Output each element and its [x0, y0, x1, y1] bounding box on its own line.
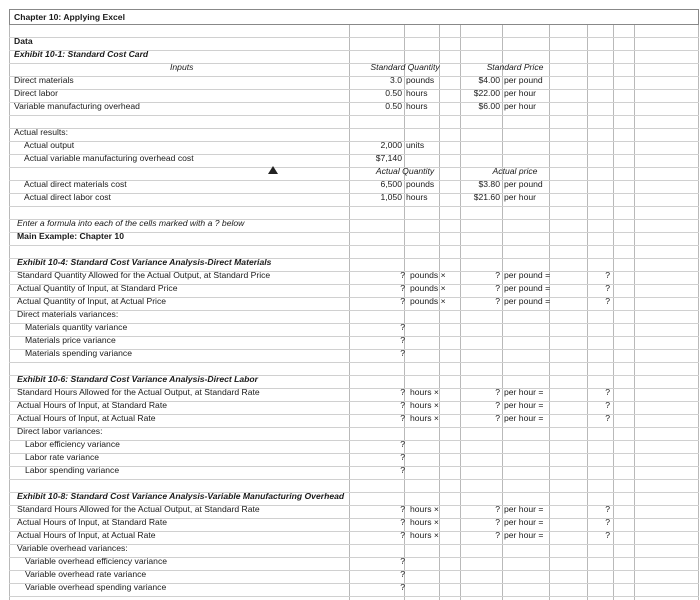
std-price-unit: per hour — [504, 101, 537, 111]
grid-line — [613, 11, 614, 600]
grid-line — [9, 193, 699, 194]
std-qty-direct-materials[interactable]: 3.0 — [390, 75, 402, 85]
voh-row-label: Actual Hours of Input, at Standard Rate — [17, 517, 168, 527]
formula-cell[interactable]: ? — [605, 530, 610, 540]
data-label: Data — [14, 36, 33, 46]
unit-label: pounds × — [410, 270, 446, 280]
std-qty-unit: hours — [406, 88, 428, 98]
grid-line — [9, 128, 699, 129]
actual-dl-price[interactable]: $21.60 — [473, 192, 500, 202]
std-price-unit: per hour — [504, 88, 537, 98]
grid-line — [9, 141, 699, 142]
grid-line — [9, 11, 10, 600]
unit-label: pounds × — [410, 283, 446, 293]
formula-cell[interactable]: ? — [400, 400, 405, 410]
grid-line — [9, 245, 699, 246]
unit-label: hours × — [410, 387, 439, 397]
actual-quantity-header: Actual Quantity — [375, 166, 435, 176]
formula-cell[interactable]: ? — [605, 400, 610, 410]
actual-vmoh-value[interactable]: $7,140 — [375, 153, 402, 163]
exhibit-10-6-title: Exhibit 10-6: Standard Cost Variance Analysis-Direct Labor — [17, 374, 259, 384]
grid-line — [634, 11, 635, 600]
grid-line — [502, 11, 503, 600]
actual-dm-label: Actual direct materials cost — [24, 179, 127, 189]
grid-line — [9, 89, 699, 90]
formula-cell[interactable]: ? — [400, 556, 405, 566]
dm-row-label: Actual Quantity of Input, at Standard Price — [17, 283, 178, 293]
formula-cell[interactable]: ? — [495, 296, 500, 306]
formula-cell[interactable]: ? — [400, 270, 405, 280]
std-qty-unit: pounds — [406, 75, 435, 85]
formula-cell[interactable]: ? — [400, 439, 405, 449]
unit-label: per hour = — [504, 387, 544, 397]
actual-output-value[interactable]: 2,000 — [380, 140, 402, 150]
inputs-header: Inputs — [170, 62, 194, 72]
formula-cell[interactable]: ? — [495, 283, 500, 293]
actual-output-unit: units — [406, 140, 425, 150]
row-label-direct-materials: Direct materials — [14, 75, 74, 85]
formula-cell[interactable]: ? — [605, 387, 610, 397]
actual-dm-price-unit: per pound — [504, 179, 543, 189]
formula-cell[interactable]: ? — [400, 283, 405, 293]
actual-price-header: Actual price — [492, 166, 538, 176]
grid-line — [9, 37, 699, 38]
grid-line — [9, 453, 699, 454]
formula-cell[interactable]: ? — [495, 270, 500, 280]
formula-cell[interactable]: ? — [400, 348, 405, 358]
actual-dm-qty-unit: pounds — [406, 179, 435, 189]
formula-cell[interactable]: ? — [400, 530, 405, 540]
mouse-cursor-icon — [268, 166, 278, 174]
actual-dl-qty[interactable]: 1,050 — [380, 192, 402, 202]
formula-cell[interactable]: ? — [495, 504, 500, 514]
page-title: Chapter 10: Applying Excel — [14, 12, 125, 22]
formula-cell[interactable]: ? — [495, 517, 500, 527]
variance-label: Materials quantity variance — [25, 322, 128, 332]
std-qty-direct-labor[interactable]: 0.50 — [385, 88, 402, 98]
grid-line — [9, 63, 699, 64]
voh-row-label: Actual Hours of Input, at Actual Rate — [17, 530, 156, 540]
exhibit-10-8-title: Exhibit 10-8: Standard Cost Variance Analysis-Variable Manufacturing Overhead — [17, 491, 345, 501]
actual-output-label: Actual output — [24, 140, 75, 150]
formula-cell[interactable]: ? — [400, 413, 405, 423]
dm-row-label: Actual Quantity of Input, at Actual Price — [17, 296, 167, 306]
row-label-direct-labor: Direct labor — [14, 88, 58, 98]
unit-label: hours × — [410, 517, 439, 527]
formula-cell[interactable]: ? — [495, 387, 500, 397]
actual-vmoh-label: Actual variable manufacturing overhead cost — [24, 153, 194, 163]
formula-cell[interactable]: ? — [605, 504, 610, 514]
actual-dm-price[interactable]: $3.80 — [478, 179, 500, 189]
grid-line — [9, 596, 699, 597]
variance-label: Labor efficiency variance — [25, 439, 120, 449]
grid-line — [9, 206, 699, 207]
formula-cell[interactable]: ? — [400, 517, 405, 527]
dm-variances-header: Direct materials variances: — [17, 309, 119, 319]
row-label-variable-overhead: Variable manufacturing overhead — [14, 101, 140, 111]
unit-label: per pound = — [504, 296, 551, 306]
variance-label: Materials price variance — [25, 335, 116, 345]
grid-line — [587, 11, 588, 600]
grid-line — [9, 115, 699, 116]
main-example-heading: Main Example: Chapter 10 — [17, 231, 124, 241]
variance-label: Variable overhead rate variance — [25, 569, 147, 579]
actual-dl-label: Actual direct labor cost — [24, 192, 111, 202]
voh-variances-header: Variable overhead variances: — [17, 543, 128, 553]
unit-label: per pound = — [504, 270, 551, 280]
grid-line — [460, 11, 461, 600]
grid-line — [349, 11, 350, 600]
formula-cell[interactable]: ? — [400, 569, 405, 579]
formula-cell[interactable]: ? — [400, 387, 405, 397]
dl-variances-header: Direct labor variances: — [17, 426, 103, 436]
std-price-variable-overhead[interactable]: $6.00 — [478, 101, 500, 111]
std-price-direct-materials[interactable]: $4.00 — [478, 75, 500, 85]
unit-label: hours × — [410, 530, 439, 540]
formula-cell[interactable]: ? — [400, 335, 405, 345]
formula-cell[interactable]: ? — [605, 283, 610, 293]
formula-cell[interactable]: ? — [605, 413, 610, 423]
unit-label: hours × — [410, 400, 439, 410]
voh-row-label: Standard Hours Allowed for the Actual Output, at Standard Rate — [17, 504, 260, 514]
actual-dl-qty-unit: hours — [406, 192, 428, 202]
formula-cell[interactable]: ? — [400, 504, 405, 514]
unit-label: per hour = — [504, 400, 544, 410]
variance-label: Materials spending variance — [25, 348, 133, 358]
std-qty-unit: hours — [406, 101, 428, 111]
grid-line — [9, 76, 699, 77]
unit-label: per hour = — [504, 530, 544, 540]
standard-price-header: Standard Price — [486, 62, 544, 72]
unit-label: hours × — [410, 504, 439, 514]
formula-cell[interactable]: ? — [400, 296, 405, 306]
instruction-text: Enter a formula into each of the cells marked with a ? below — [17, 218, 245, 228]
grid-line — [9, 427, 699, 428]
std-price-direct-labor[interactable]: $22.00 — [473, 88, 500, 98]
dm-row-label: Standard Quantity Allowed for the Actual Output, at Standard Price — [17, 270, 271, 280]
unit-label: per hour = — [504, 517, 544, 527]
variance-label: Labor spending variance — [25, 465, 120, 475]
exhibit-10-4-title: Exhibit 10-4: Standard Cost Variance Analysis-Direct Materials — [17, 257, 272, 267]
std-price-unit: per pound — [504, 75, 543, 85]
formula-cell[interactable]: ? — [400, 465, 405, 475]
variance-label: Variable overhead spending variance — [25, 582, 167, 592]
formula-cell[interactable]: ? — [495, 400, 500, 410]
grid-line — [698, 11, 699, 600]
dl-row-label: Actual Hours of Input, at Actual Rate — [17, 413, 156, 423]
formula-cell[interactable]: ? — [400, 322, 405, 332]
dl-row-label: Actual Hours of Input, at Standard Rate — [17, 400, 168, 410]
standard-quantity-header: Standard Quantity — [370, 62, 440, 72]
formula-cell[interactable]: ? — [605, 270, 610, 280]
formula-cell[interactable]: ? — [605, 296, 610, 306]
unit-label: per hour = — [504, 504, 544, 514]
formula-cell[interactable]: ? — [495, 530, 500, 540]
formula-cell[interactable]: ? — [495, 413, 500, 423]
unit-label: pounds × — [410, 296, 446, 306]
grid-line — [9, 479, 699, 480]
formula-cell[interactable]: ? — [400, 582, 405, 592]
variance-label: Variable overhead efficiency variance — [25, 556, 168, 566]
actual-dl-price-unit: per hour — [504, 192, 537, 202]
unit-label: hours × — [410, 413, 439, 423]
grid-line — [9, 362, 699, 363]
formula-cell[interactable]: ? — [400, 452, 405, 462]
unit-label: per hour = — [504, 413, 544, 423]
unit-label: per pound = — [504, 283, 551, 293]
dl-row-label: Standard Hours Allowed for the Actual Output, at Standard Rate — [17, 387, 260, 397]
actual-results-header: Actual results: — [14, 127, 68, 137]
exhibit-10-1-title: Exhibit 10-1: Standard Cost Card — [14, 49, 149, 59]
formula-cell[interactable]: ? — [605, 517, 610, 527]
grid-line — [9, 167, 699, 168]
std-qty-variable-overhead[interactable]: 0.50 — [385, 101, 402, 111]
variance-label: Labor rate variance — [25, 452, 100, 462]
actual-dm-qty[interactable]: 6,500 — [380, 179, 402, 189]
